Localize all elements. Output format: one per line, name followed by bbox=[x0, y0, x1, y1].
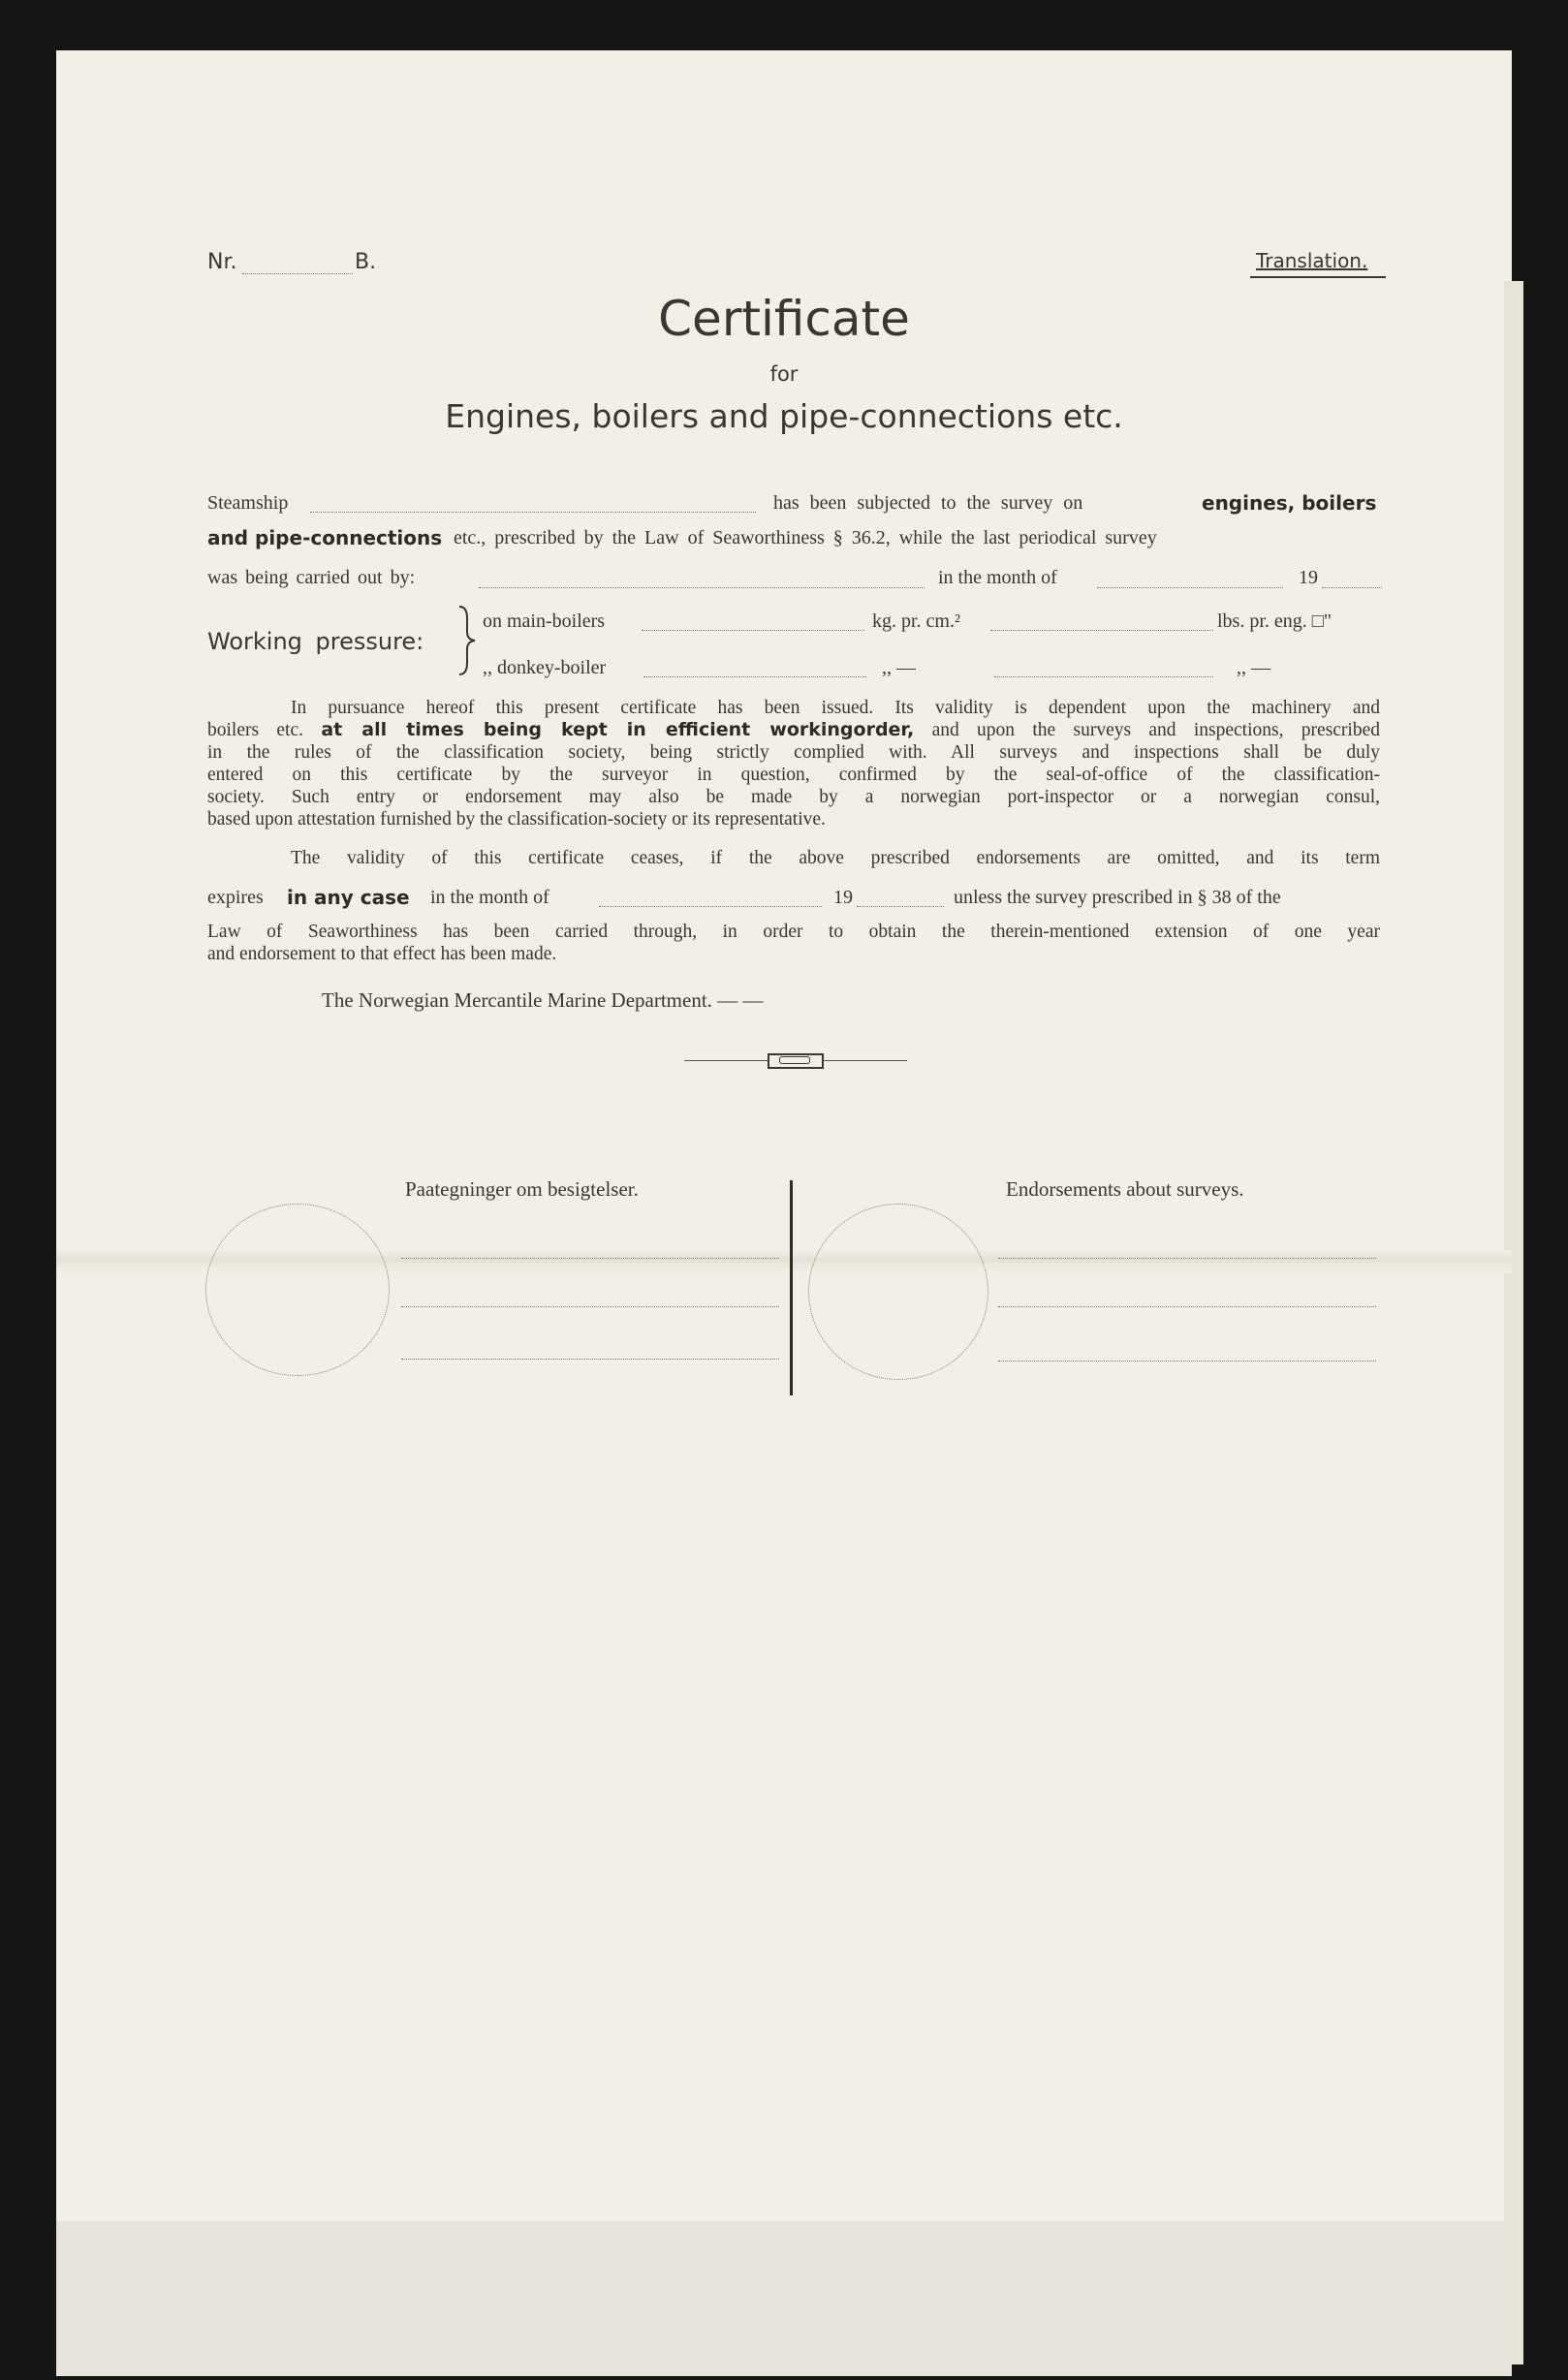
endorsements-right-title: Endorsements about surveys. bbox=[1006, 1177, 1244, 1201]
para2-line4: and endorsement to that effect has been made. bbox=[207, 944, 557, 964]
left-endorsement-line-3[interactable] bbox=[401, 1359, 779, 1360]
year-prefix: 19 bbox=[1299, 567, 1318, 588]
para2-line1: The validity of this certificate ceases, if the above prescribed endorsements are omitted, and its term bbox=[291, 848, 1380, 868]
expiry-month-field[interactable] bbox=[599, 906, 822, 907]
month-label: in the month of bbox=[938, 567, 1057, 588]
paper-bottom-strip bbox=[56, 2221, 1512, 2376]
steamship-label: Steamship bbox=[207, 492, 289, 514]
donkey-lbs-field[interactable] bbox=[994, 676, 1213, 677]
kg-unit: kg. pr. cm.² bbox=[872, 611, 960, 632]
lbs-unit: lbs. pr. eng. □" bbox=[1217, 611, 1333, 632]
nr-field[interactable] bbox=[242, 273, 353, 274]
prescribed-text: etc., prescribed by the Law of Seaworthiness § 36.2, while the last periodical survey bbox=[454, 527, 1157, 548]
pipe-connections-text: and pipe-connections bbox=[207, 526, 443, 549]
main-boilers-label: on main-boilers bbox=[483, 611, 606, 632]
right-seal-circle[interactable] bbox=[808, 1204, 988, 1380]
nr-label: Nr. bbox=[207, 250, 237, 274]
expires-month-label: in the month of bbox=[430, 887, 549, 908]
donkey-kg-field[interactable] bbox=[643, 676, 866, 677]
endorsements-divider bbox=[790, 1180, 793, 1395]
left-seal-circle[interactable] bbox=[205, 1204, 390, 1376]
right-endorsement-line-3[interactable] bbox=[998, 1361, 1376, 1362]
main-boilers-lbs-field[interactable] bbox=[990, 630, 1213, 631]
b-label: B. bbox=[355, 250, 377, 274]
subjected-text: has been subjected to the survey on bbox=[773, 492, 1083, 514]
month-field[interactable] bbox=[1097, 587, 1283, 588]
expiry-year-prefix: 19 bbox=[833, 887, 853, 908]
expires-text: expires bbox=[207, 887, 264, 908]
carried-out-label: was being carried out by: bbox=[207, 567, 416, 588]
para1-line2 bbox=[207, 719, 1380, 741]
in-any-case-bold: in any case bbox=[287, 886, 410, 909]
para2-line3: Law of Seaworthiness has been carried through, in order to obtain the therein-mentioned extension of one year bbox=[207, 922, 1380, 942]
working-order-bold: at all times being kept in efficient workingorder, bbox=[321, 719, 915, 740]
main-boilers-kg-field[interactable] bbox=[642, 630, 864, 631]
pressure-brace bbox=[454, 603, 483, 678]
expiry-year-field[interactable] bbox=[857, 906, 944, 907]
paper-edge bbox=[1504, 281, 1523, 2364]
validity-paragraph bbox=[207, 697, 1380, 830]
surveyor-field[interactable] bbox=[479, 587, 925, 588]
para1-line3: in the rules of the classification society, being strictly complied with. All surveys and inspections shall be duly bbox=[207, 742, 1380, 763]
para1-line2-post: and upon the surveys and inspections, prescribed bbox=[931, 720, 1380, 740]
certificate-subtitle: Engines, boilers and pipe-connections etc. bbox=[445, 397, 1123, 435]
ornament-inner bbox=[779, 1056, 810, 1064]
department-signature: The Norwegian Mercantile Marine Department. — — bbox=[322, 988, 764, 1012]
unless-text: unless the survey prescribed in § 38 of the bbox=[954, 887, 1281, 908]
translation-underline bbox=[1250, 276, 1386, 278]
endorsements-left-title: Paategninger om besigtelser. bbox=[405, 1177, 639, 1201]
title-for: for bbox=[769, 362, 799, 386]
steamship-field[interactable] bbox=[310, 512, 756, 513]
translation-label: Translation. bbox=[1256, 249, 1368, 272]
para1-line1: In pursuance hereof this present certificate has been issued. Its validity is dependent upon the machinery and bbox=[291, 698, 1380, 718]
right-endorsement-line-2[interactable] bbox=[998, 1306, 1376, 1307]
para1-line6: based upon attestation furnished by the classification-society or its representative. bbox=[207, 809, 826, 830]
ditto-lbs: ,, — bbox=[1237, 657, 1270, 678]
left-endorsement-line-2[interactable] bbox=[401, 1306, 779, 1307]
right-endorsement-line-1[interactable] bbox=[998, 1258, 1376, 1259]
para1-line2-pre: boilers etc. bbox=[207, 720, 303, 740]
para1-line5: society. Such entry or endorsement may also be made by a norwegian port-inspector or a norwegian consul, bbox=[207, 787, 1380, 807]
para2-tail bbox=[207, 921, 1380, 965]
para1-line4: entered on this certificate by the surveyor in question, confirmed by the seal-of-office of the classification- bbox=[207, 765, 1380, 785]
donkey-boiler-label: ,, donkey-boiler bbox=[483, 657, 607, 678]
year-field[interactable] bbox=[1322, 587, 1382, 588]
ditto-kg: ,, — bbox=[882, 657, 916, 678]
working-pressure-label: Working pressure: bbox=[207, 628, 424, 655]
certificate-title: Certificate bbox=[658, 291, 910, 347]
engines-boilers-text: engines, boilers bbox=[1202, 491, 1377, 515]
left-endorsement-line-1[interactable] bbox=[401, 1258, 779, 1259]
